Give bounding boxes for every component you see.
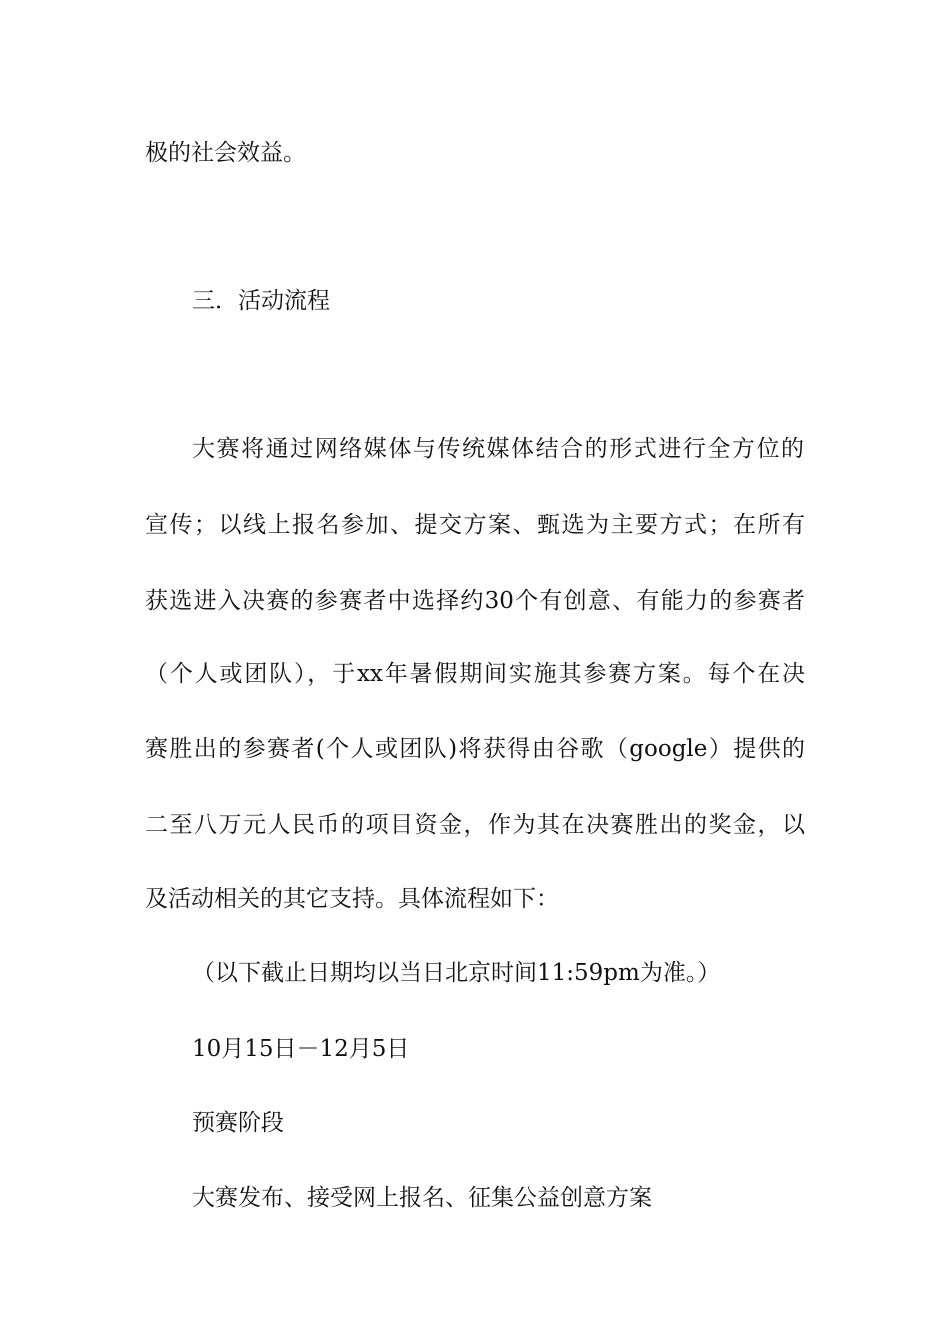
paragraph-line: 赛胜出的参赛者(个人或团队)将获得由谷歌（google）提供的: [145, 736, 805, 762]
paragraph-line: 获选进入决赛的参赛者中选择约30个有创意、有能力的参赛者: [145, 588, 805, 614]
deadline-note: （以下截止日期均以当日北京时间11:59pm为准。）: [192, 960, 721, 986]
paragraph-line: 二至八万元人民币的项目资金，作为其在决赛胜出的奖金，以: [145, 812, 805, 838]
stage-title: 预赛阶段: [192, 1110, 284, 1136]
paragraph-end-line: 极的社会效益。: [145, 140, 306, 166]
paragraph-line: 宣传；以线上报名参加、提交方案、甄选为主要方式；在所有: [145, 512, 805, 538]
paragraph-line: 大赛将通过网络媒体与传统媒体结合的形式进行全方位的: [192, 436, 804, 462]
paragraph-line: 及活动相关的其它支持。具体流程如下：: [145, 886, 559, 912]
section-heading: 三．活动流程: [192, 288, 330, 314]
stage-description: 大赛发布、接受网上报名、征集公益创意方案: [192, 1185, 652, 1211]
date-range: 10月15日－12月5日: [192, 1036, 410, 1062]
paragraph-line: （个人或团队），于xx年暑假期间实施其参赛方案。每个在决: [145, 661, 805, 687]
